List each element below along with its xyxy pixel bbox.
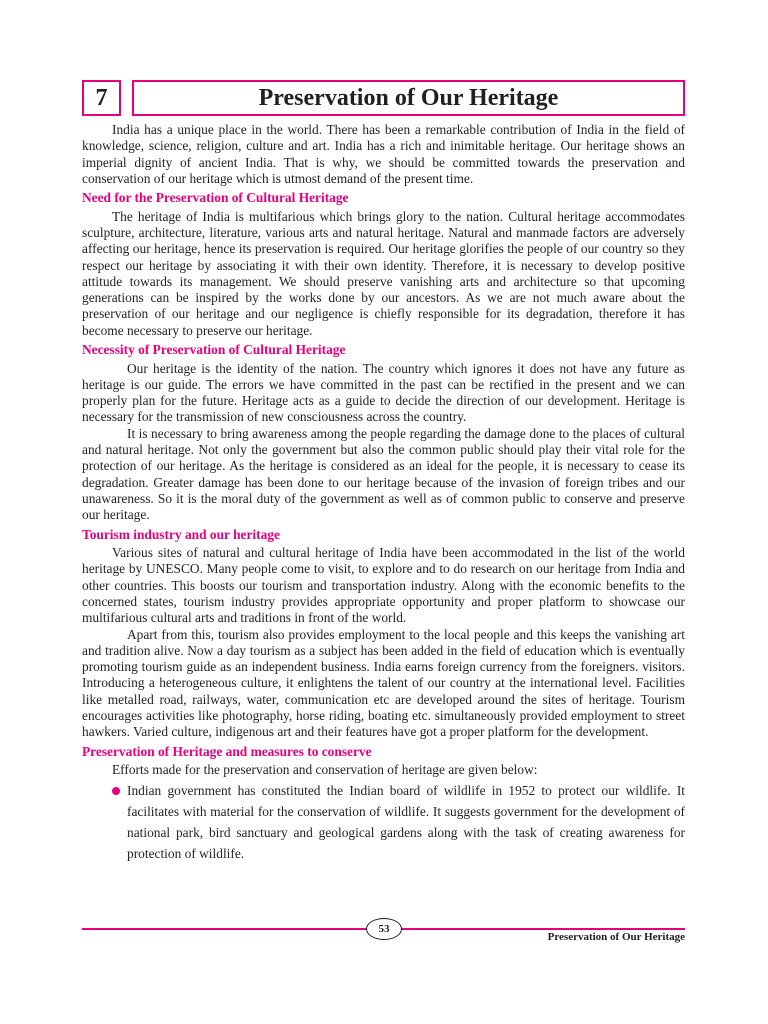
paragraph: Various sites of natural and cultural heritage of India have been accommodated in the list of the world heritage by UNESCO. Many people come to visit, to explore and to do research on our heritage from India and other countries. This boosts our tourism and transportation industry. Along with the economic benefits to the concerned states, tourism industry provides appropriate opportunity and proper platform to showcase our multifarious cultural arts and traditions in front of the world. — [82, 545, 685, 626]
list-item-text: Indian government has constituted the Indian board of wildlife in 1952 to protect our wildlife. It facilitates with material for the conservation of wildlife. It suggests government for the development of national park, bird sanctuary and geological gardens along with the task of creating awareness for protection of wildlife. — [127, 783, 685, 862]
section-heading-tourism: Tourism industry and our heritage — [82, 526, 280, 542]
paragraph: The heritage of India is multifarious which brings glory to the nation. Cultural heritage accommodates sculpture, architecture, literature, various arts and natural heritage. Natural and manmade factors are adversely affecting our heritage, hence its preservation is required. Our heritage glorifies the people of our country so they respect our heritage by associating it with their own identity. Therefore, it is necessary to develop positive attitude towards its management. We should preserve vanishing arts and architecture so that upcoming generations can be inspired by the works done by our ancestors. As we are not much aware about the preservation of our heritage and our negligence is chiefly responsible for its degradation, therefore it has become necessary to preserve our heritage. — [82, 208, 685, 338]
chapter-title: Preservation of Our Heritage — [132, 80, 685, 116]
paragraph: Our heritage is the identity of the nation. The country which ignores it does not have any future as heritage is our guide. The errors we have committed in the past can be rectified in the present and we can properly plan for the future. Heritage acts as a guide to decide the direction of our development. Heritage is necessary for the transmission of new consciousness across the country. — [82, 360, 685, 425]
chapter-number: 7 — [82, 80, 121, 116]
list-item — [82, 780, 685, 864]
chapter-header — [82, 80, 685, 118]
bullet-icon — [112, 787, 120, 795]
intro-paragraph: India has a unique place in the world. There has been a remarkable contribution of India in the field of knowledge, science, religion, culture and art. India has a rich and inimitable heritage. Our heritage shows an imperial dignity of ancient India. That is why, we should be committed towards the preservation and conservation of our heritage which is utmost demand of the present time. — [82, 122, 685, 186]
section-heading-necessity: Necessity of Preservation of Cultural Heritage — [82, 342, 346, 358]
running-title: Preservation of Our Heritage — [547, 931, 685, 943]
paragraph: Apart from this, tourism also provides employment to the local people and this keeps the vanishing art and tradition alive. Now a day tourism as a subject has been added in the field of education which is eventually promoting tourism guide as an independent business. India earns foreign currency from the foreigners. visitors. Introducing a heterogeneous culture, it enlightens the talent of our country at the international level. Facilities like metalled road, railways, water, communication etc are developed around the sites of heritage. Tourism encourages activities like photography, horse riding, boating etc. simultaneously provided employment to street hawkers. Varied culture, indigenous art and their features have got a proper platform for the development. — [82, 626, 685, 740]
page-content — [82, 122, 685, 864]
section-heading-preservation: Preservation of Heritage and measures to conserve — [82, 743, 372, 759]
section-intro: Efforts made for the preservation and conservation of heritage are given below: — [112, 762, 538, 778]
paragraph: It is necessary to bring awareness among the people regarding the damage done to the places of cultural and natural heritage. Not only the government but also the common public should play their vital role for the protection of our heritage. As the heritage is considered as an ideal for the people, it is necessary to cease its degradation. Greater damage has been done to our heritage because of the invasion of foreign tribes and our unawareness. So it is the moral duty of the government as well as of common public to conserve and preserve our heritage. — [82, 425, 685, 523]
page-number: 53 — [366, 918, 402, 940]
section-heading-need: Need for the Preservation of Cultural Heritage — [82, 190, 349, 206]
